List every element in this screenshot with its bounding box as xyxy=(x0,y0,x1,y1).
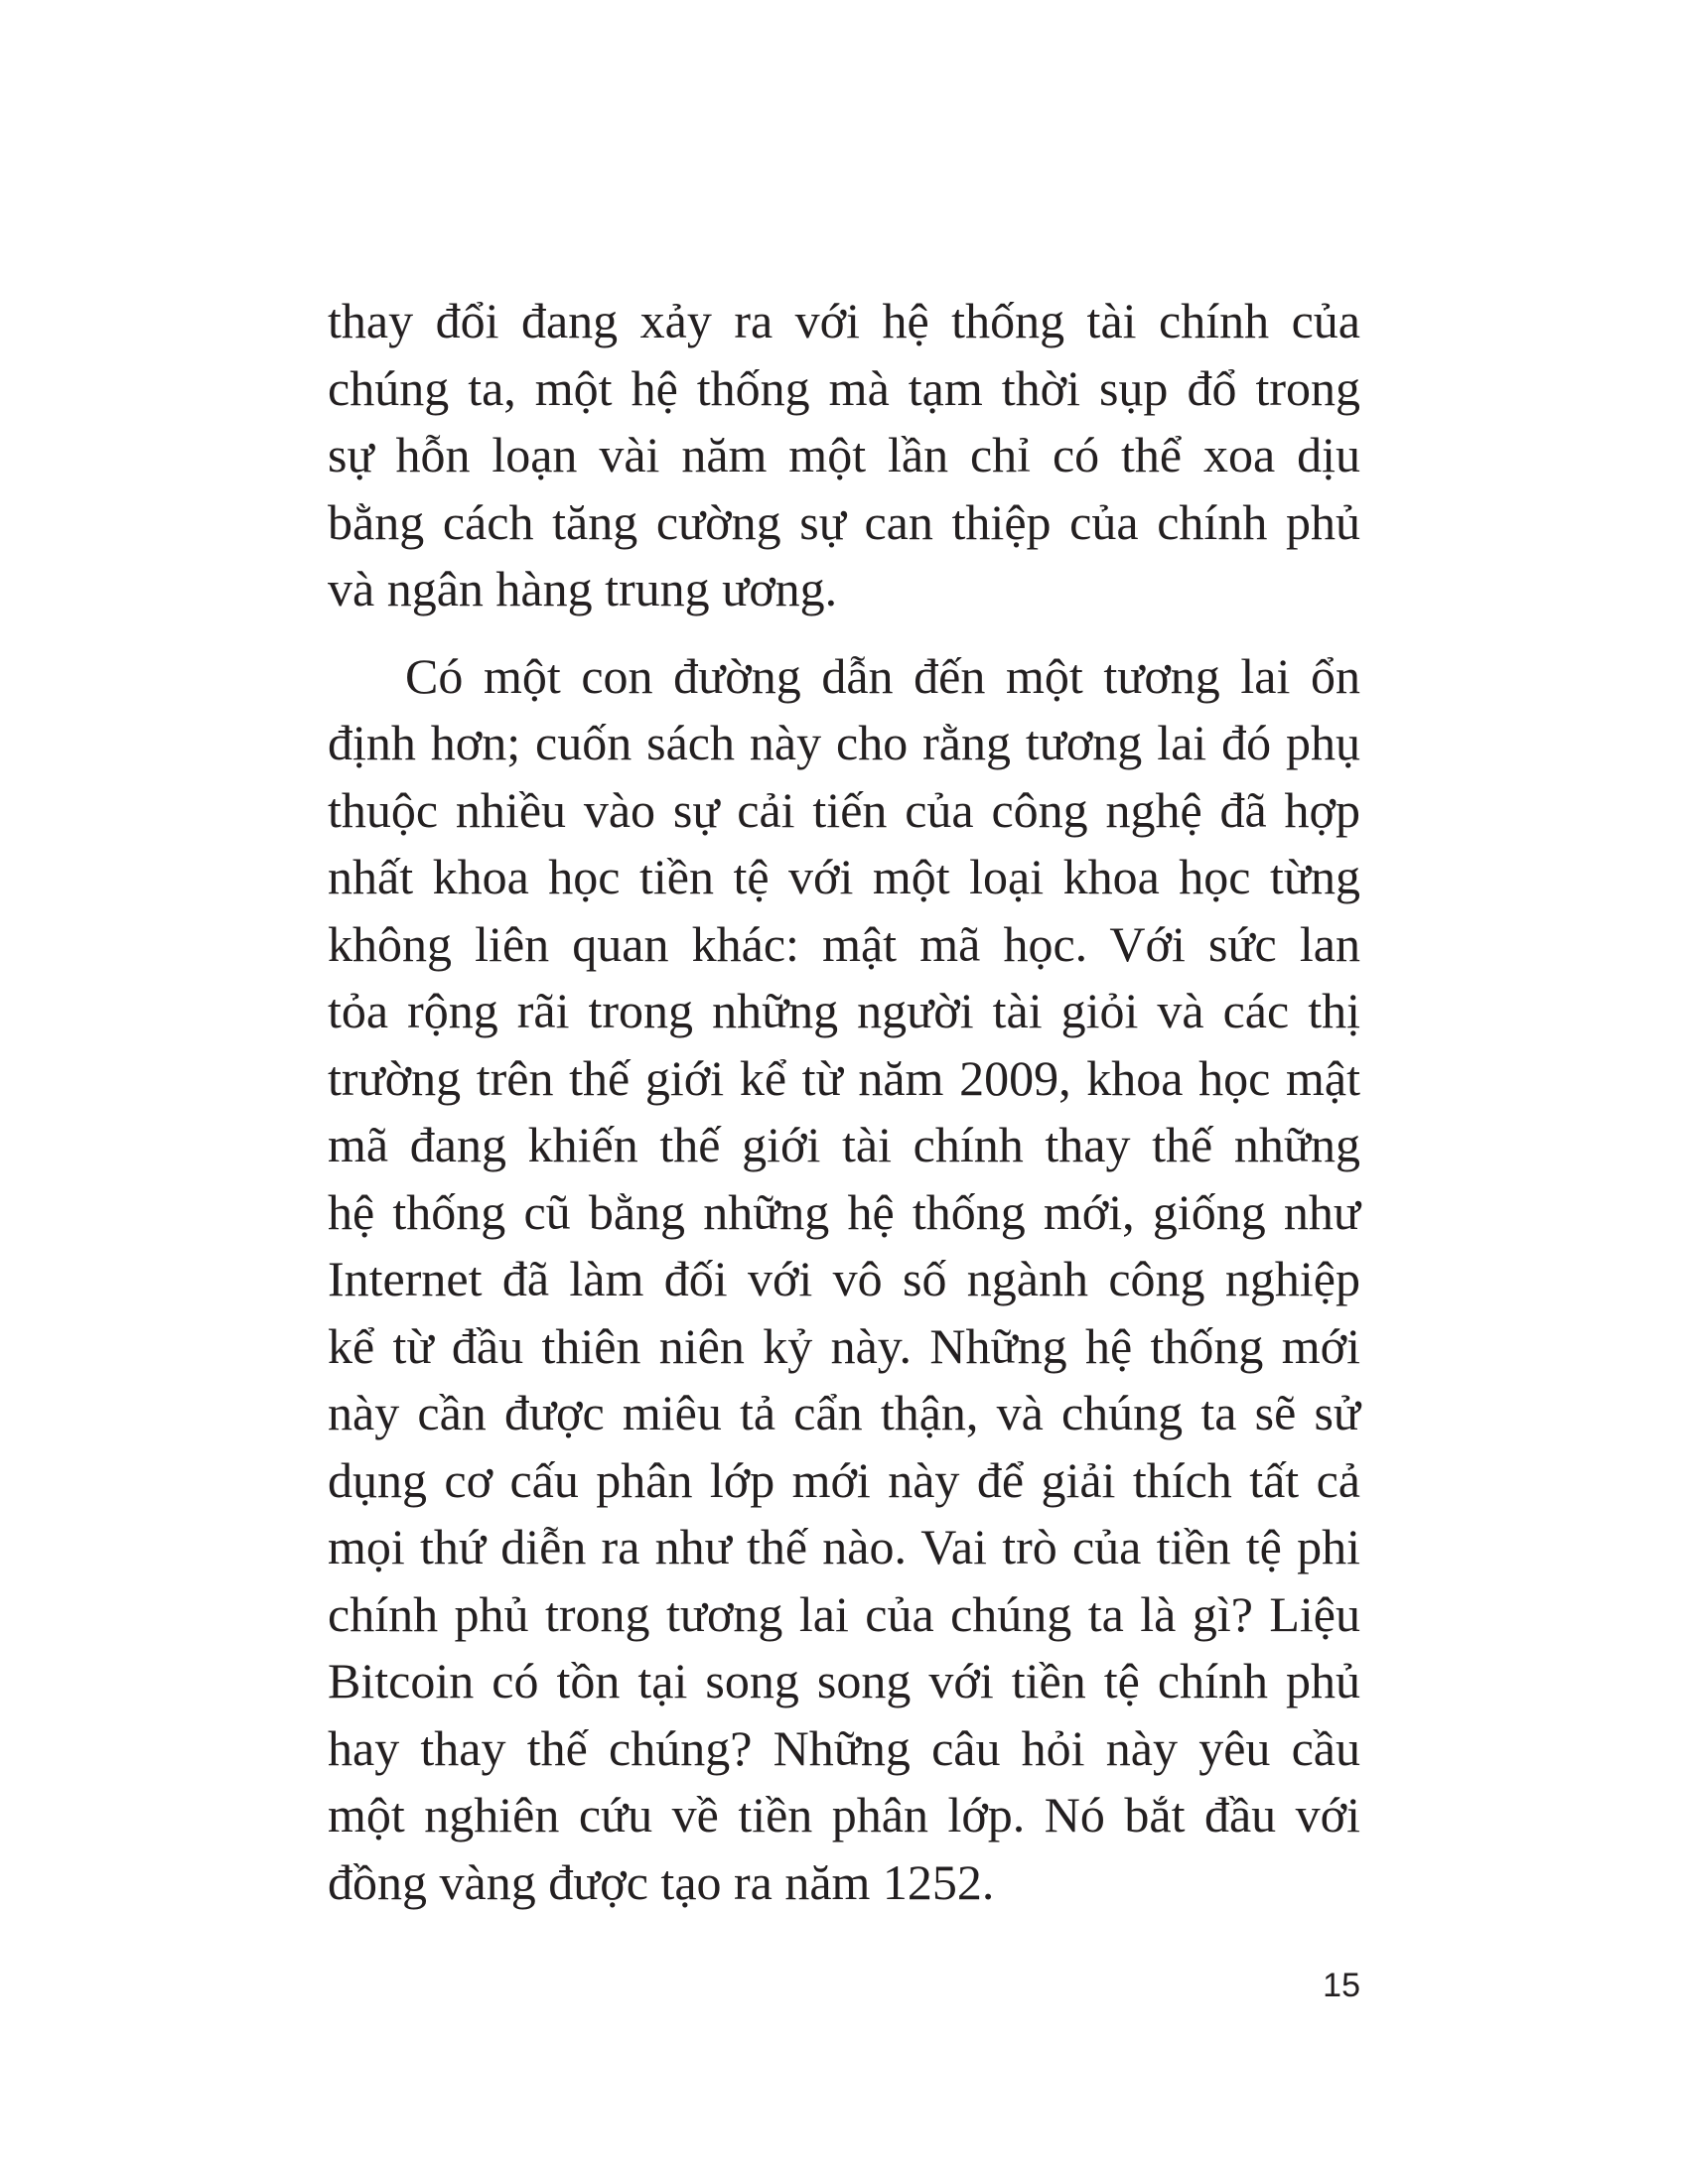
page-number: 15 xyxy=(1323,1967,1360,2004)
text-line: thuộc nhiều vào sự cải tiến của công nghệ đã hợp xyxy=(328,781,1360,838)
text-line: bằng cách tăng cường sự can thiệp của chính phủ xyxy=(328,493,1360,550)
text-line: trường trên thế giới kể từ năm 2009, khoa học mật xyxy=(328,1049,1360,1106)
text-line: và ngân hàng trung ương. xyxy=(328,561,838,616)
text-line: một nghiên cứu về tiền phân lớp. Nó bắt đầu với xyxy=(328,1787,1360,1843)
text-line: này cần được miêu tả cẩn thận, và chúng ta sẽ sử xyxy=(328,1385,1360,1440)
text-line: dụng cơ cấu phân lớp mới này để giải thích tất cả xyxy=(328,1451,1360,1508)
text-line: hệ thống cũ bằng những hệ thống mới, giống như xyxy=(328,1183,1360,1240)
text-line: tỏa rộng rãi trong những người tài giỏi và các thị xyxy=(328,983,1360,1038)
text-line: Có một con đường dẫn đến một tương lai ổn xyxy=(405,647,1360,704)
text-line: thay đổi đang xảy ra với hệ thống tài chính của xyxy=(328,293,1360,348)
text-line: Bitcoin có tồn tại song song với tiền tệ chính phủ xyxy=(328,1653,1360,1708)
text-line: chúng ta, một hệ thống mà tạm thời sụp đổ trong xyxy=(328,359,1360,416)
text-line: kể từ đầu thiên niên kỷ này. Những hệ thống mới xyxy=(328,1317,1360,1374)
paragraph-2 xyxy=(328,643,1360,1917)
text-line: mọi thứ diễn ra như thế nào. Vai trò của tiền tệ phi xyxy=(328,1519,1360,1574)
paragraph-1 xyxy=(328,288,1360,623)
text-line: đồng vàng được tạo ra năm 1252. xyxy=(328,1853,995,1910)
body-text xyxy=(328,288,1360,1916)
text-line: chính phủ trong tương lai của chúng ta là gì? Liệu xyxy=(328,1585,1360,1642)
paragraph-gap xyxy=(328,623,1360,643)
text-line: định hơn; cuốn sách này cho rằng tương lai đó phụ xyxy=(328,715,1360,770)
text-line: sự hỗn loạn vài năm một lần chỉ có thể xoa dịu xyxy=(328,427,1360,482)
text-line: Internet đã làm đối với vô số ngành công nghiệp xyxy=(328,1251,1360,1306)
text-line: mã đang khiến thế giới tài chính thay thế những xyxy=(328,1117,1360,1172)
text-line: nhất khoa học tiền tệ với một loại khoa học từng xyxy=(328,849,1360,904)
text-line: hay thay thế chúng? Những câu hỏi này yêu cầu xyxy=(328,1719,1360,1776)
text-line: không liên quan khác: mật mã học. Với sức lan xyxy=(328,915,1360,972)
